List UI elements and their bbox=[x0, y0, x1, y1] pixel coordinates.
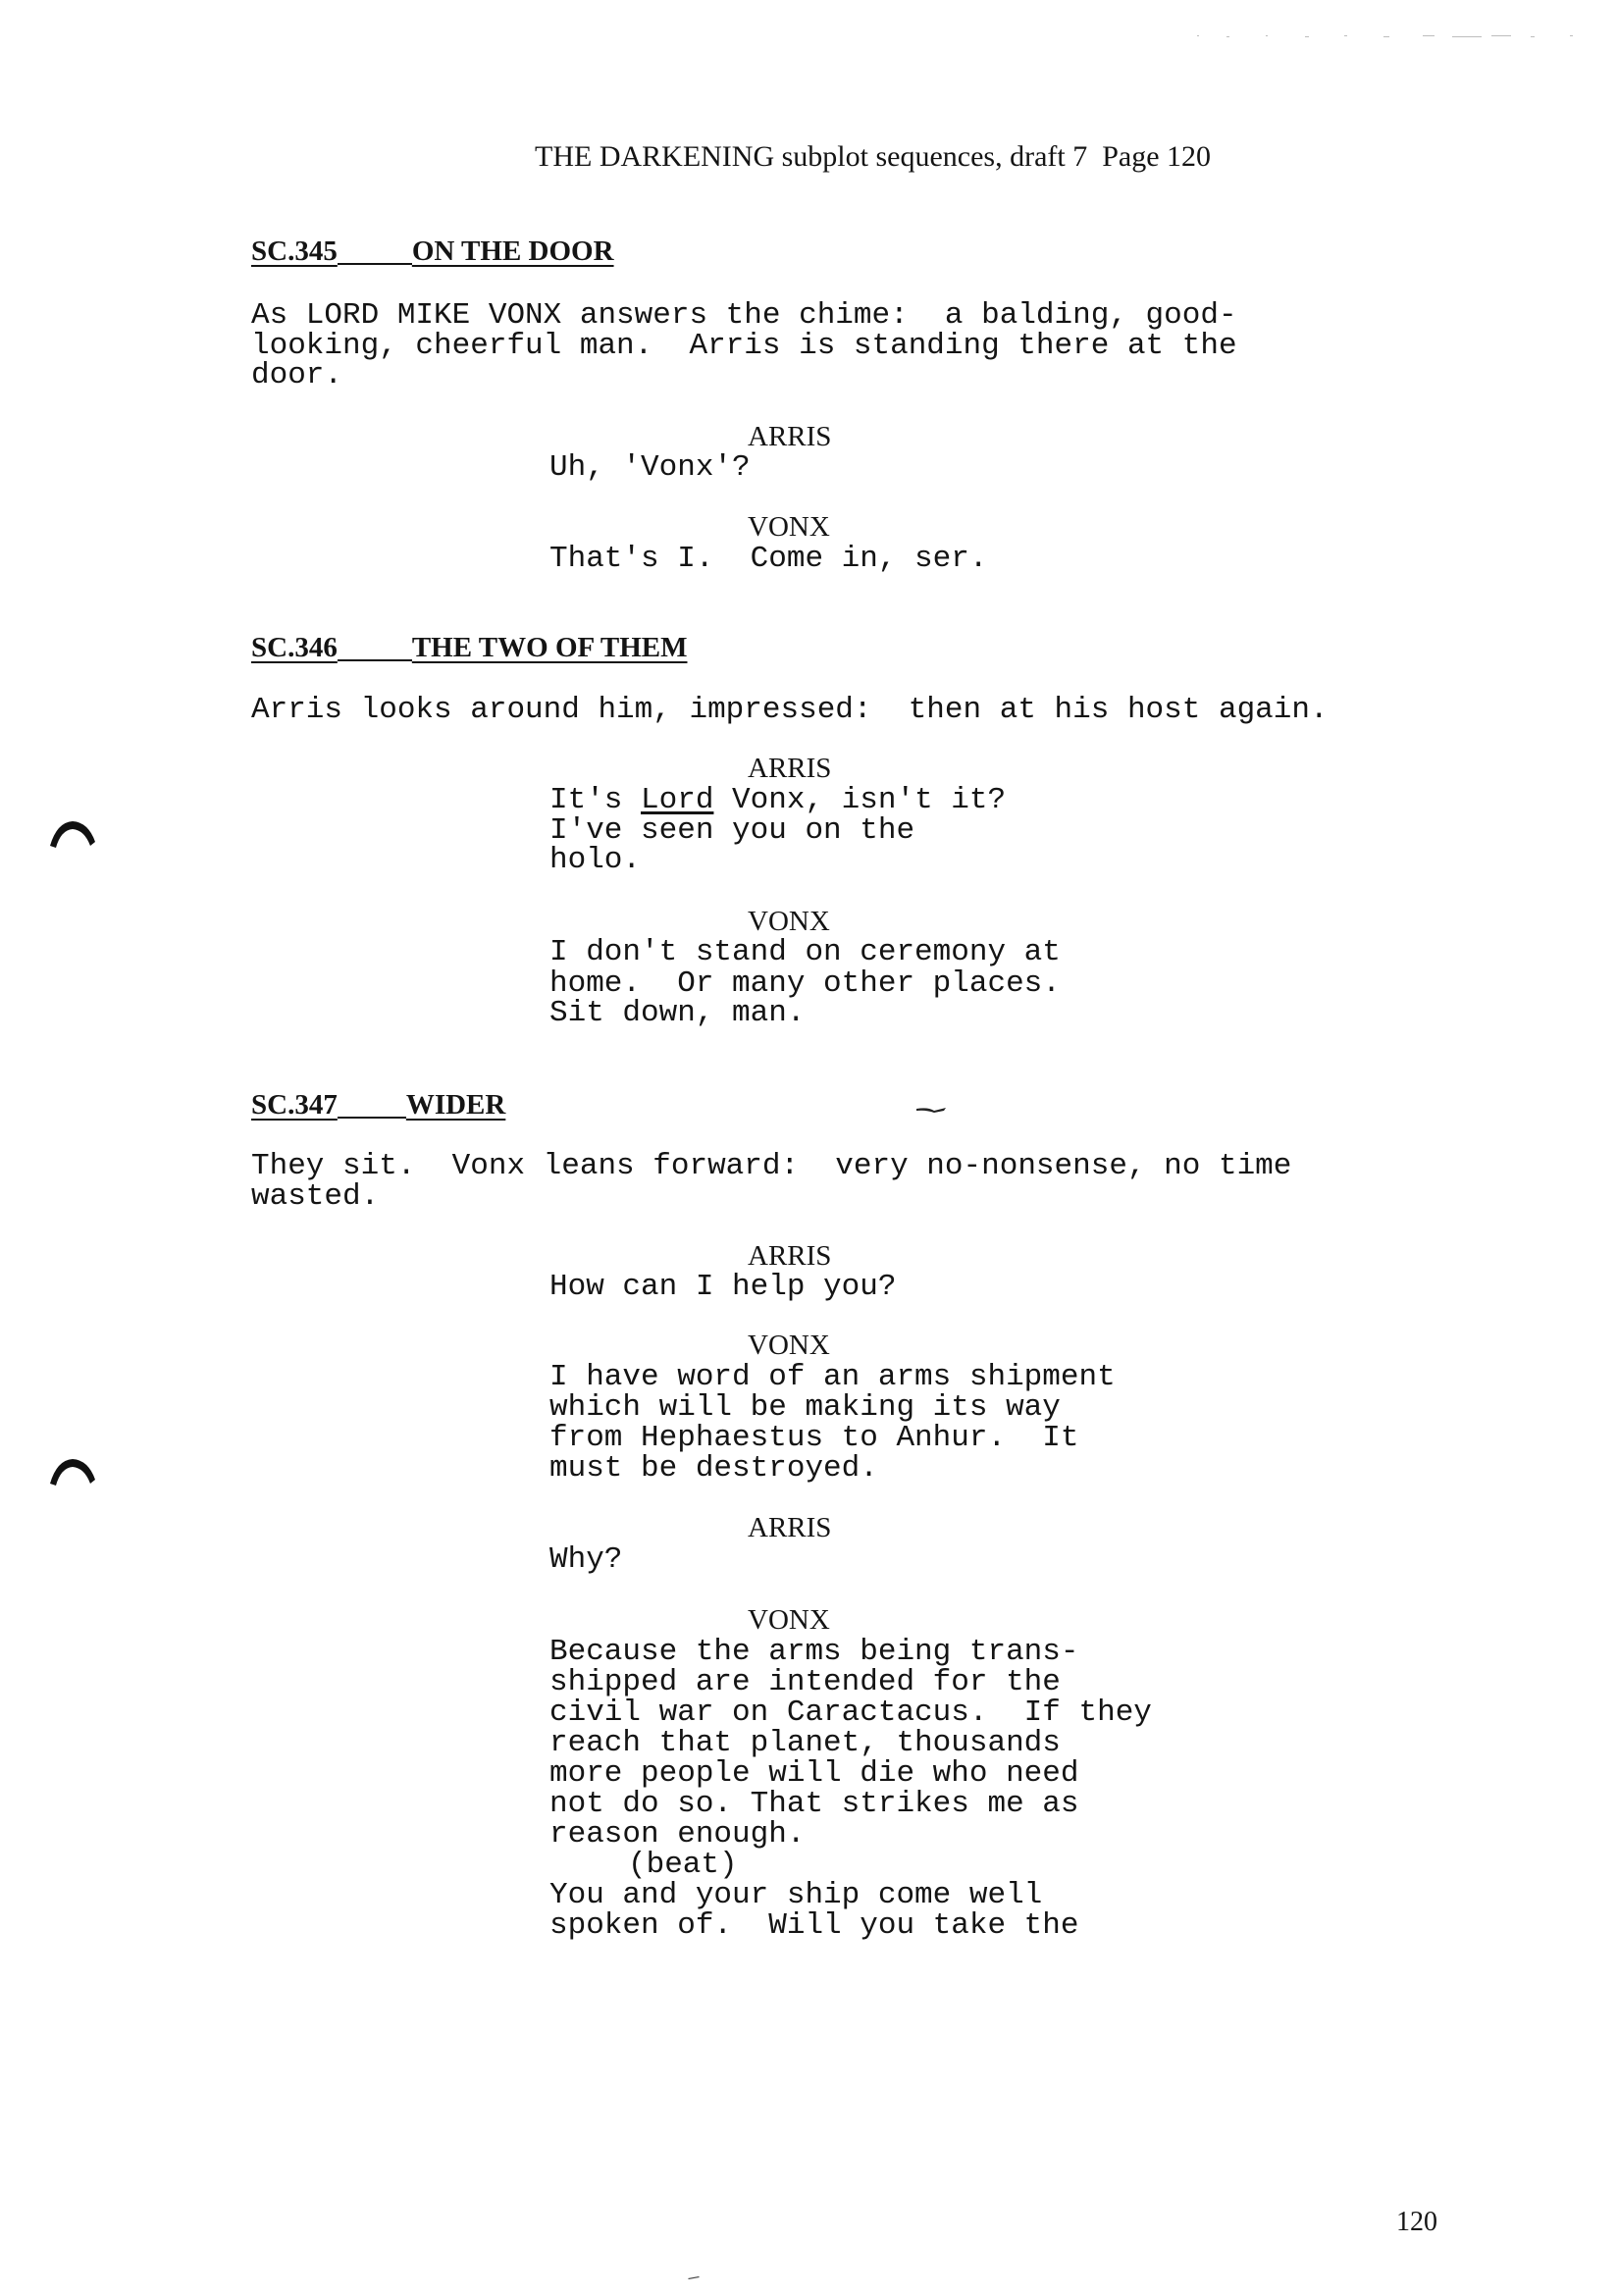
scan-mark bbox=[687, 2274, 701, 2280]
dialogue-line: I have word of an arms shipment bbox=[549, 1360, 1116, 1394]
scene-number: SC.347 bbox=[251, 1089, 338, 1121]
scene-heading bbox=[251, 235, 614, 267]
dialogue-line: spoken of. Will you take the bbox=[549, 1908, 1079, 1943]
dialogue-line: It's Lord Vonx, isn't it? bbox=[549, 783, 1007, 817]
emphasis-word: Lord bbox=[641, 783, 714, 817]
character-name: ARRIS bbox=[748, 1512, 832, 1543]
dialogue-line: shipped are intended for the bbox=[549, 1665, 1061, 1699]
character-name: VONX bbox=[748, 1604, 830, 1636]
action-line: As LORD MIKE VONX answers the chime: a balding, good- bbox=[251, 298, 1237, 333]
scan-specks bbox=[1197, 33, 1590, 39]
character-name: VONX bbox=[748, 511, 830, 543]
dialogue-line: reach that planet, thousands bbox=[549, 1726, 1061, 1760]
character-name: ARRIS bbox=[748, 1240, 832, 1272]
punch-hole-mark bbox=[47, 1454, 98, 1487]
dialogue-line: from Hephaestus to Anhur. It bbox=[549, 1421, 1079, 1455]
dialogue-line: more people will die who need bbox=[549, 1756, 1079, 1791]
character-name: VONX bbox=[748, 906, 830, 937]
dialogue-line: which will be making its way bbox=[549, 1390, 1061, 1425]
scene-number: SC.346 bbox=[251, 632, 338, 663]
character-name: ARRIS bbox=[748, 421, 832, 452]
dialogue-line: I don't stand on ceremony at bbox=[549, 935, 1061, 969]
dialogue-line: home. Or many other places. bbox=[549, 966, 1061, 1001]
dialogue-line: That's I. Come in, ser. bbox=[549, 542, 988, 576]
punch-hole-mark bbox=[47, 816, 98, 850]
character-name: ARRIS bbox=[748, 753, 832, 784]
scene-heading bbox=[251, 1089, 505, 1121]
page-number: 120 bbox=[1396, 2207, 1437, 2237]
page-header: THE DARKENING subplot sequences, draft 7 Page 120 bbox=[535, 140, 1212, 173]
dialogue-line: civil war on Caractacus. If they bbox=[549, 1696, 1152, 1730]
dialogue-line: Because the arms being trans- bbox=[549, 1635, 1079, 1669]
parenthetical: (beat) bbox=[628, 1848, 738, 1882]
scene-title: THE TWO OF THEM bbox=[411, 632, 688, 663]
dialogue-line: Sit down, man. bbox=[549, 996, 806, 1030]
dialogue-line: not do so. That strikes me as bbox=[549, 1787, 1079, 1821]
action-line: wasted. bbox=[251, 1179, 380, 1214]
scene-heading bbox=[251, 632, 687, 663]
action-line: Arris looks around him, impressed: then at his host again. bbox=[251, 693, 1329, 727]
dialogue-line: Why? bbox=[549, 1542, 623, 1577]
dialogue-line: reason enough. bbox=[549, 1817, 806, 1852]
dialogue-line: You and your ship come well bbox=[549, 1878, 1043, 1912]
character-name: VONX bbox=[748, 1330, 830, 1361]
dialogue-line: holo. bbox=[549, 843, 642, 877]
dialogue-line: must be destroyed. bbox=[549, 1451, 878, 1486]
dialogue-line: Uh, 'Vonx'? bbox=[549, 450, 751, 485]
scene-title: ON THE DOOR bbox=[411, 235, 614, 267]
action-line: looking, cheerful man. Arris is standing there at the bbox=[251, 329, 1237, 363]
action-line: door. bbox=[251, 358, 343, 392]
scene-title: WIDER bbox=[405, 1089, 506, 1121]
scan-mark bbox=[914, 1105, 948, 1115]
dialogue-line: How can I help you? bbox=[549, 1270, 897, 1304]
action-line: They sit. Vonx leans forward: very no-nonsense, no time bbox=[251, 1149, 1292, 1183]
scene-number: SC.345 bbox=[251, 235, 338, 267]
dialogue-line: I've seen you on the bbox=[549, 813, 915, 848]
